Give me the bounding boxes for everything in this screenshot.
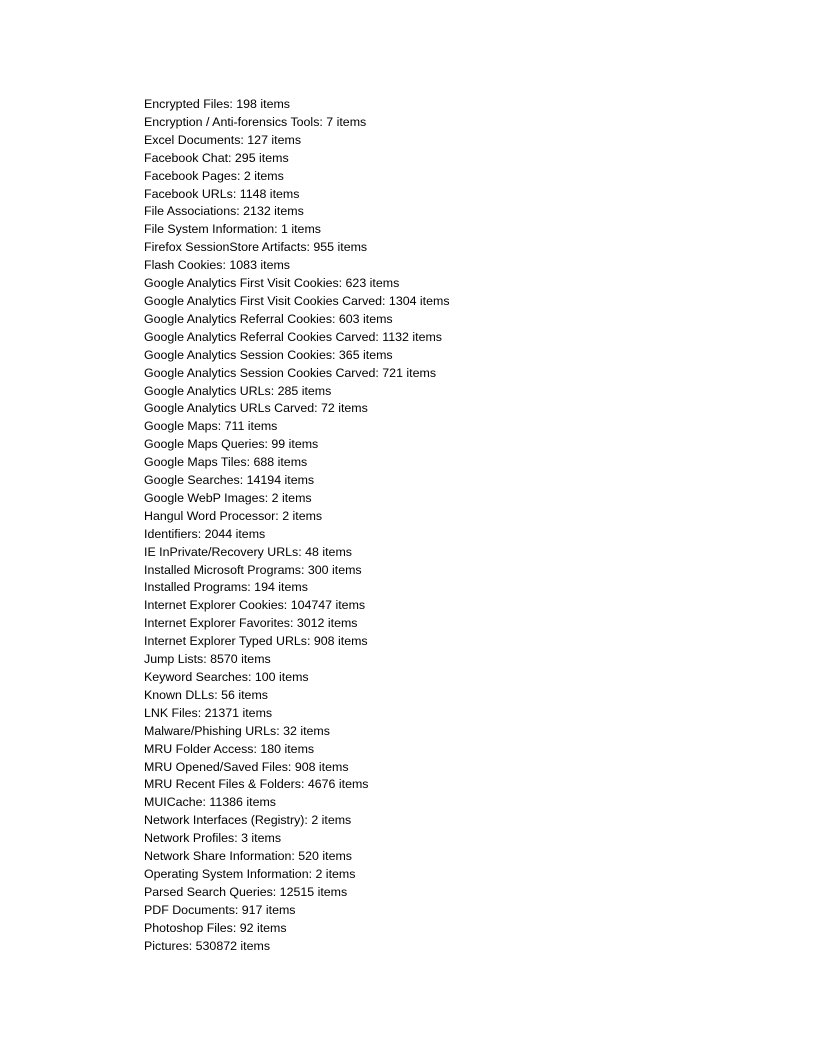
list-item: Firefox SessionStore Artifacts: 955 items bbox=[144, 240, 368, 255]
list-item: Internet Explorer Favorites: 3012 items bbox=[144, 616, 358, 631]
list-item: Facebook Chat: 295 items bbox=[144, 150, 289, 165]
list-item: Google Maps Queries: 99 items bbox=[144, 437, 319, 452]
list-item: MRU Opened/Saved Files: 908 items bbox=[144, 759, 349, 774]
list-item: Encryption / Anti-forensics Tools: 7 items bbox=[144, 114, 367, 129]
list-item: LNK Files: 21371 items bbox=[144, 705, 273, 720]
list-item: Google Analytics First Visit Cookies Carved: 1304 items bbox=[144, 293, 450, 308]
list-item: Internet Explorer Typed URLs: 908 items bbox=[144, 634, 368, 649]
list-item: Installed Microsoft Programs: 300 items bbox=[144, 562, 362, 577]
list-item: Google Maps: 711 items bbox=[144, 419, 278, 434]
list-item: File System Information: 1 items bbox=[144, 222, 321, 237]
list-item: Google Analytics Session Cookies: 365 items bbox=[144, 347, 393, 362]
list-item: Google Analytics First Visit Cookies: 623 items bbox=[144, 276, 400, 291]
list-item: Internet Explorer Cookies: 104747 items bbox=[144, 598, 366, 613]
list-item: PDF Documents: 917 items bbox=[144, 902, 296, 917]
list-item: Network Profiles: 3 items bbox=[144, 831, 282, 846]
list-item: Google Analytics URLs Carved: 72 items bbox=[144, 401, 368, 416]
list-item: Google Maps Tiles: 688 items bbox=[144, 455, 308, 470]
list-item: MRU Recent Files & Folders: 4676 items bbox=[144, 777, 369, 792]
list-item: MUICache: 11386 items bbox=[144, 795, 276, 810]
list-item: Network Share Information: 520 items bbox=[144, 849, 352, 864]
list-item: Google Searches: 14194 items bbox=[144, 473, 315, 488]
list-item: File Associations: 2132 items bbox=[144, 204, 304, 219]
list-item: Parsed Search Queries: 12515 items bbox=[144, 884, 348, 899]
list-item: Google Analytics URLs: 285 items bbox=[144, 383, 332, 398]
list-item: Pictures: 530872 items bbox=[144, 938, 271, 953]
list-item: Excel Documents: 127 items bbox=[144, 132, 302, 147]
list-item: Photoshop Files: 92 items bbox=[144, 920, 287, 935]
list-item: Operating System Information: 2 items bbox=[144, 866, 356, 881]
list-item: IE InPrivate/Recovery URLs: 48 items bbox=[144, 544, 352, 559]
list-item: Network Interfaces (Registry): 2 items bbox=[144, 813, 352, 828]
list-item: Google WebP Images: 2 items bbox=[144, 490, 312, 505]
list-item: Facebook URLs: 1148 items bbox=[144, 186, 300, 201]
list-item: Jump Lists: 8570 items bbox=[144, 652, 271, 667]
list-item: Known DLLs: 56 items bbox=[144, 687, 268, 702]
list-item: Google Analytics Referral Cookies: 603 items bbox=[144, 311, 393, 326]
list-item: Keyword Searches: 100 items bbox=[144, 670, 309, 684]
artifact-count-list bbox=[144, 96, 450, 956]
list-item: Encrypted Files: 198 items bbox=[144, 97, 290, 111]
list-item: Malware/Phishing URLs: 32 items bbox=[144, 723, 330, 738]
list-item: Flash Cookies: 1083 items bbox=[144, 258, 291, 273]
list-item: Facebook Pages: 2 items bbox=[144, 168, 284, 183]
list-item: Google Analytics Referral Cookies Carved: 1132 items bbox=[144, 329, 442, 344]
list-item: Hangul Word Processor: 2 items bbox=[144, 508, 323, 523]
list-item: Identifiers: 2044 items bbox=[144, 526, 266, 541]
list-item: Google Analytics Session Cookies Carved: 721 items bbox=[144, 365, 437, 380]
list-item: Installed Programs: 194 items bbox=[144, 580, 308, 595]
list-item: MRU Folder Access: 180 items bbox=[144, 741, 315, 756]
